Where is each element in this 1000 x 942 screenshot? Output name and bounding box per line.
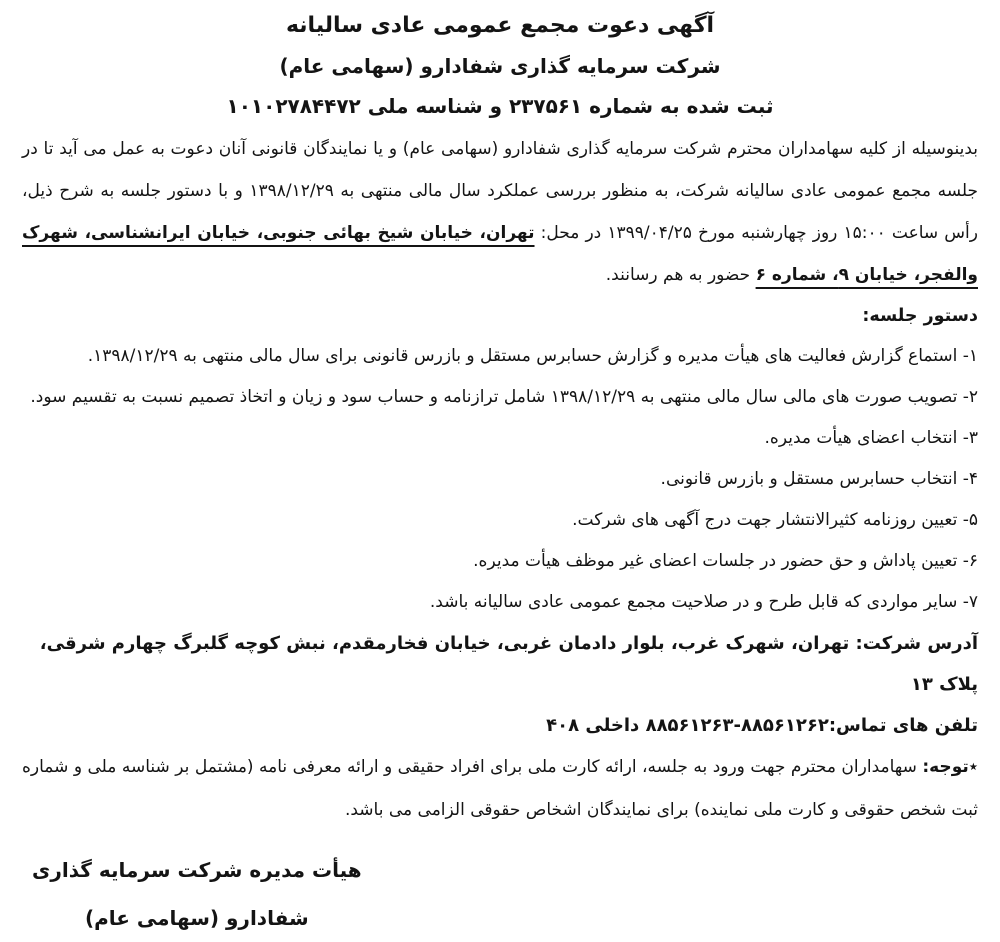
intro-text-before: بدینوسیله از کلیه سهامداران محترم شرکت سرمایه گذاری شفادارو (سهامی عام) و یا نمایندگان قانونی آنان دعوت به عمل می آید تا در جلسه مجمع عمومی عادی سالیانه شرکت، به منظور بررسی عملکرد سال مالی منتهی به ۱۳۹۸/۱۲/۲۹ و با دستور جلسه به شرح ذیل، رأس ساعت ۱۵:۰۰ روز چهارشنبه مورخ ۱۳۹۹/۰۴/۲۵ در محل: [22,139,978,243]
agenda-heading: دستور جلسه: [862,306,978,326]
agenda-item-5: ۵- تعیین روزنامه کثیرالانتشار جهت درج آگهی های شرکت. [572,510,978,530]
agenda-item-1: ۱- استماع گزارش فعالیت های هیأت مدیره و گزارش حسابرس مستقل و بازرس قانونی برای سال مالی منتهی به ۱۳۹۸/۱۲/۲۹. [87,346,978,366]
registration-info: ثبت شده به شماره ۲۳۷۵۶۱ و شناسه ملی ۱۰۱۰۲۷۸۴۴۷۲ [226,94,774,118]
board-signature-line1: هیأت مدیره شرکت سرمایه گذاری [32,858,362,882]
note-label: ٭توجه: [922,757,978,777]
signature-area [22,846,978,942]
company-address: آدرس شرکت: تهران، شهرک غرب، بلوار دادمان غربی، خیابان فخارمقدم، نبش کوچه گلبرگ چهارم شرقی، پلاک ۱۳ [39,633,978,695]
note-text: سهامداران محترم جهت ورود به جلسه، ارائه کارت ملی برای افراد حقیقی و ارائه معرفی نامه (مشتمل بر شناسه ملی و شماره ثبت شخص حقوقی و کارت ملی نماینده) برای نمایندگان اشخاص حقوقی الزامی می باشد. [22,757,978,820]
agenda-list [22,336,978,623]
agenda-item-3: ۳- انتخاب اعضای هیأت مدیره. [764,428,978,448]
intro-paragraph [22,128,978,296]
contact-phones: تلفن های تماس:۸۸۵۶۱۲۶۲-۸۸۵۶۱۲۶۳ داخلی ۴۰۸ [546,715,978,736]
agenda-item-6: ۶- تعیین پاداش و حق حضور در جلسات اعضای غیر موظف هیأت مدیره. [473,551,978,571]
note-paragraph [22,746,978,832]
agenda-item-7: ۷- سایر مواردی که قابل طرح و در صلاحیت مجمع عمومی عادی سالیانه باشد. [429,592,978,612]
intro-text-after: حضور به هم رسانند. [605,265,756,285]
meeting-location: تهران، خیابان شیخ بهائی جنوبی، خیابان ایرانشناسی، شهرک والفجر، خیابان ۹، شماره ۶ [22,223,978,285]
company-name: شرکت سرمایه گذاری شفادارو (سهامی عام) [279,54,721,78]
signature-block [32,846,362,942]
board-signature-line2: شفادارو (سهامی عام) [84,906,309,930]
agenda-item-2: ۲- تصویب صورت های مالی سال مالی منتهی به ۱۳۹۸/۱۲/۲۹ شامل ترازنامه و حساب سود و زیان و اتخاذ تصمیم نسبت به تقسیم سود. [30,387,978,407]
notice-title: آگهی دعوت مجمع عمومی عادی سالیانه [285,13,715,38]
agenda-item-4: ۴- انتخاب حسابرس مستقل و بازرس قانونی. [660,469,978,489]
